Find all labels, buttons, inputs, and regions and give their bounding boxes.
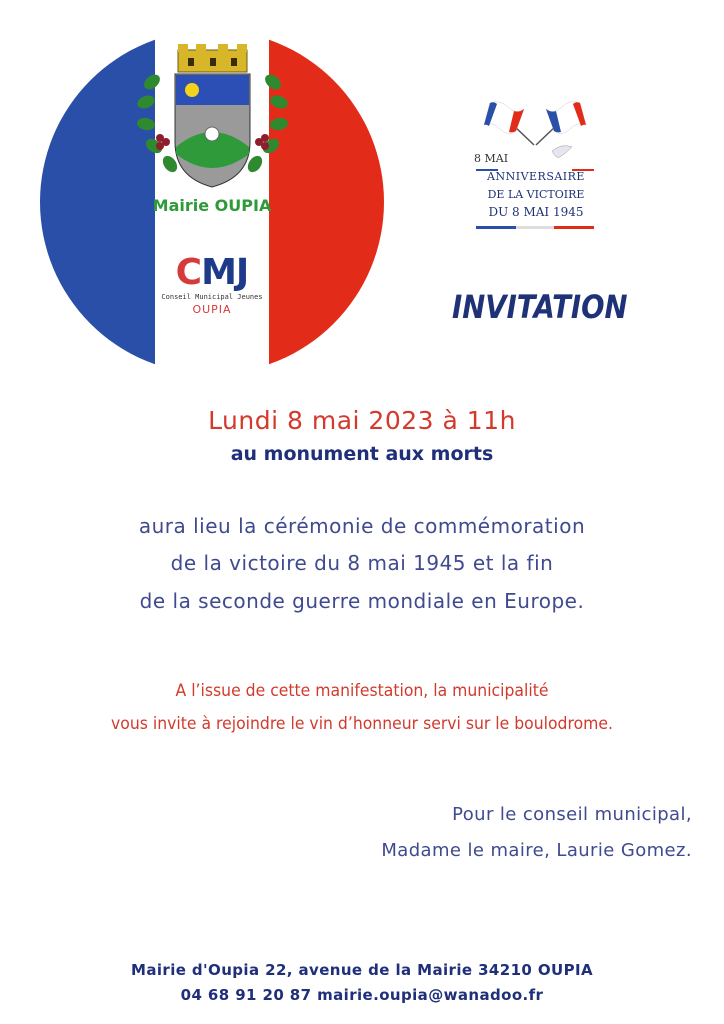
mairie-label (120, 196, 304, 215)
emblem-date: 8 MAI (474, 152, 509, 165)
cmj-subtitle: Conseil Municipal Jeunes (161, 293, 263, 301)
cmj-letters-mj: MJ (201, 252, 249, 293)
ceremony-line: aura lieu la cérémonie de commémoration (138, 514, 586, 538)
signature-line: Madame le maire, Laurie Gomez. (381, 840, 692, 861)
mairie-prefix: Mairie (152, 196, 215, 215)
emblem-line-1: ANNIVERSAIRE (487, 170, 585, 183)
reception-line: vous invite à rejoindre le vin d’honneur servi sur le boulodrome. (111, 714, 613, 734)
emblem-line-2: DE LA VICTOIRE (487, 188, 585, 201)
reception-line: A l’issue de cette manifestation, la municipalité (175, 681, 549, 701)
emblem-line-3: DU 8 MAI 1945 (488, 205, 584, 219)
cmj-town: OUPIA (192, 303, 232, 316)
ceremony-line: de la seconde guerre mondiale en Europe. (139, 589, 585, 613)
cmj-logo (150, 252, 274, 316)
coat-of-arms-icon (130, 42, 295, 192)
footer-contact: 04 68 91 20 87 mairie.oupia@wanadoo.fr (180, 986, 544, 1004)
cmj-letter-c: C (175, 252, 202, 293)
cmj-letters (150, 252, 274, 293)
ceremony-line: de la victoire du 8 mai 1945 et la fin (170, 551, 554, 575)
signature-line: Pour le conseil municipal, (452, 804, 692, 825)
event-place: au monument aux morts (230, 443, 494, 465)
event-date-time: Lundi 8 mai 2023 à 11h (208, 406, 516, 435)
invitation-title: INVITATION (452, 288, 628, 326)
footer-address: Mairie d'Oupia 22, avenue de la Mairie 34210 OUPIA (131, 961, 593, 979)
mairie-name: OUPIA (214, 196, 272, 215)
